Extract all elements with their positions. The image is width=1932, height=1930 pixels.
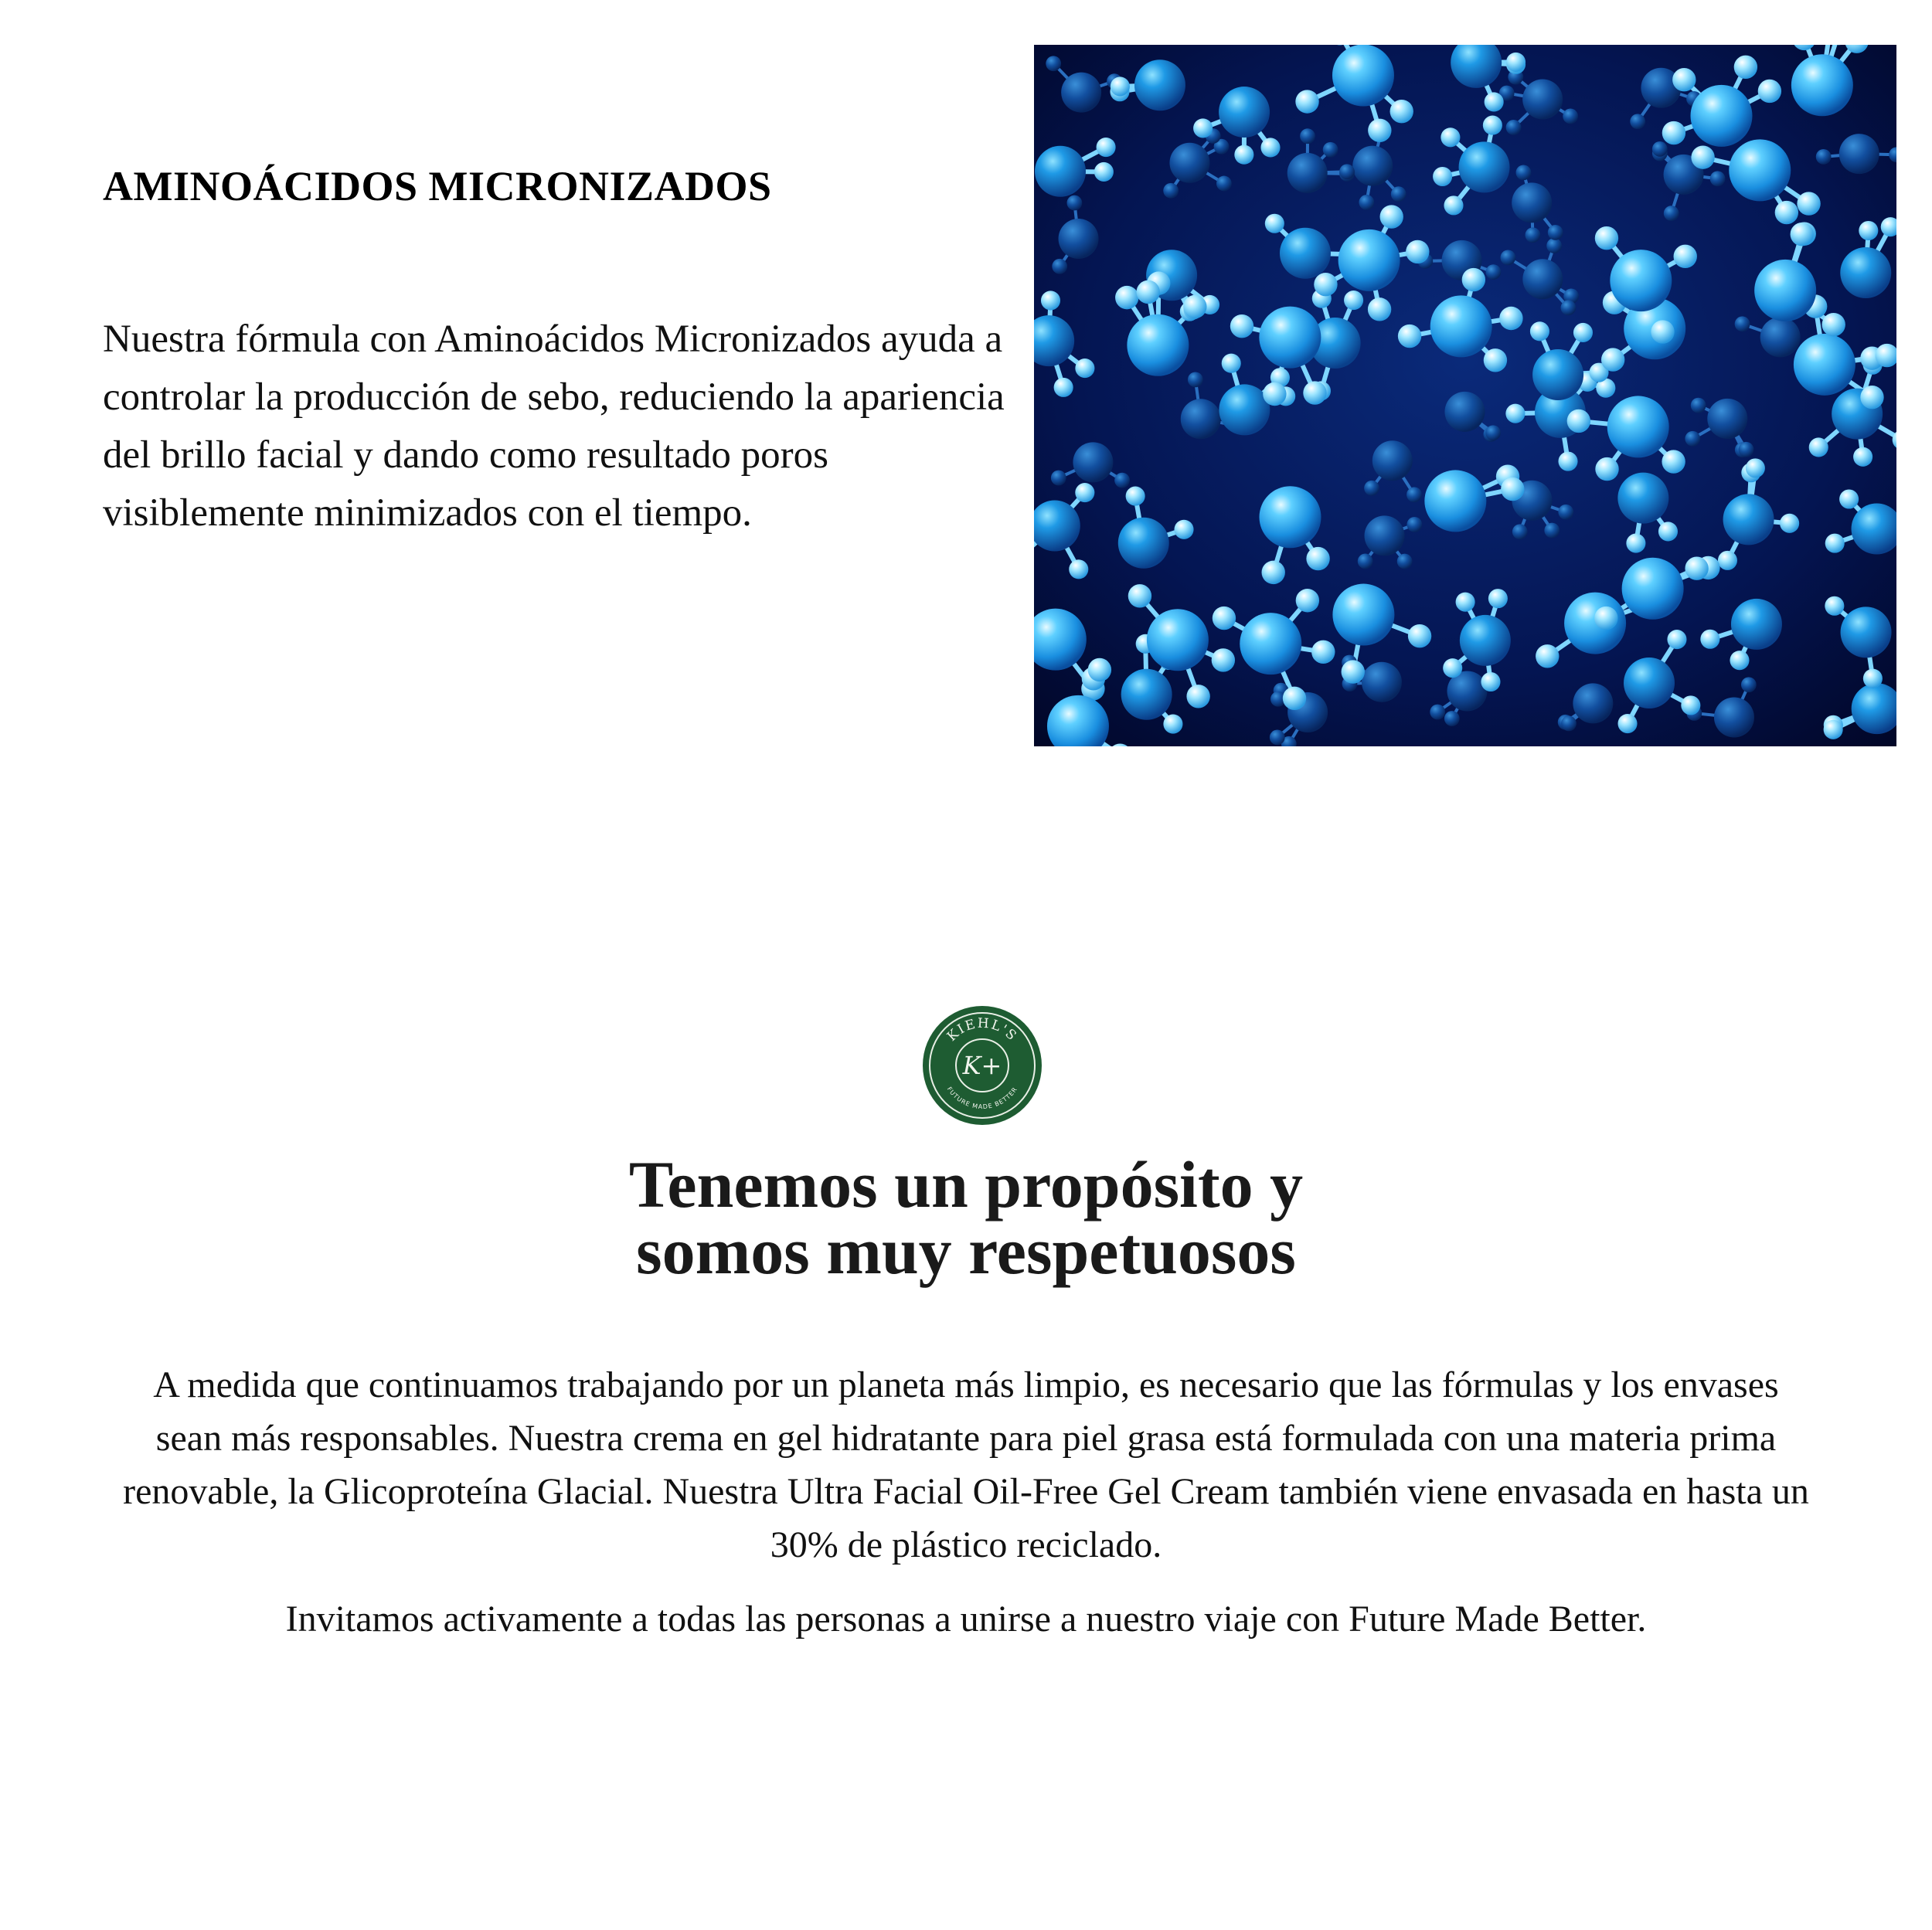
molecule-hydrogen-atom	[1674, 245, 1697, 268]
molecule-hydrogen-atom	[1430, 705, 1445, 720]
molecule-atom	[1338, 229, 1400, 291]
molecule-hydrogen-atom	[1681, 695, 1700, 715]
molecule-hydrogen-atom	[1456, 593, 1475, 612]
molecule-hydrogen-atom	[1163, 183, 1179, 199]
molecule-hydrogen-atom	[1344, 291, 1363, 310]
molecule-hydrogen-atom	[1263, 382, 1286, 406]
molecule-hydrogen-atom	[1339, 164, 1355, 179]
molecule-hydrogen-atom	[1791, 223, 1814, 246]
molecule-hydrogen-atom	[1398, 324, 1421, 348]
molecule-hydrogen-atom	[1626, 534, 1645, 553]
molecule-hydrogen-atom	[1505, 404, 1525, 423]
molecule-atom	[1430, 295, 1492, 357]
molecule-hydrogen-atom	[1054, 378, 1073, 397]
molecule-hydrogen-atom	[1485, 425, 1501, 440]
molecule-hydrogen-atom	[1863, 669, 1883, 688]
molecule-hydrogen-atom	[1501, 250, 1516, 265]
molecule-hydrogen-atom	[1536, 644, 1559, 668]
molecule-hydrogen-atom	[1406, 487, 1422, 502]
molecule-atom	[1259, 486, 1321, 548]
molecule-hydrogen-atom	[1213, 607, 1236, 630]
molecule-hydrogen-atom	[1283, 687, 1306, 710]
molecule-atom	[1714, 697, 1754, 737]
molecule-hydrogen-atom	[1685, 431, 1700, 447]
molecule-hydrogen-atom	[1563, 109, 1578, 124]
molecule-hydrogen-atom	[1839, 489, 1859, 508]
molecule-hydrogen-atom	[1735, 316, 1750, 331]
molecule-hydrogen-atom	[1824, 720, 1843, 739]
molecule-hydrogen-atom	[1397, 554, 1413, 569]
molecule-hydrogen-atom	[1444, 195, 1463, 215]
molecule-hydrogen-atom	[1041, 291, 1060, 310]
molecule-hydrogen-atom	[1380, 205, 1403, 228]
purpose-heading-line1: Tenemos un propósito y	[628, 1147, 1304, 1222]
molecule-atom	[1287, 153, 1328, 193]
molecule-atom	[1794, 334, 1855, 396]
molecule-hydrogen-atom	[1658, 522, 1678, 541]
molecule-hydrogen-atom	[1853, 447, 1872, 467]
molecule-hydrogen-atom	[1530, 321, 1549, 341]
molecule-hydrogen-atom	[1685, 557, 1708, 580]
molecule-hydrogen-atom	[1664, 206, 1679, 221]
molecule-atom	[1169, 143, 1209, 183]
molecule-hydrogen-atom	[1816, 149, 1832, 165]
molecule-hydrogen-atom	[1368, 297, 1391, 321]
molecule-hydrogen-atom	[1501, 477, 1524, 501]
molecule-hydrogen-atom	[1499, 307, 1522, 330]
molecule-hydrogen-atom	[1548, 225, 1563, 240]
molecule-hydrogen-atom	[1700, 630, 1719, 649]
molecule-hydrogen-atom	[1222, 354, 1241, 373]
molecule-atom	[1512, 182, 1552, 223]
molecule-hydrogen-atom	[1672, 68, 1696, 91]
molecule-hydrogen-atom	[1088, 658, 1111, 681]
molecule-hydrogen-atom	[1443, 658, 1462, 678]
molecule-hydrogen-atom	[1595, 226, 1618, 250]
molecule-hydrogen-atom	[1667, 630, 1686, 649]
molecule-hydrogen-atom	[1114, 473, 1130, 488]
molecule-hydrogen-atom	[1718, 551, 1737, 570]
molecule-atom	[1365, 515, 1405, 556]
molecule-hydrogen-atom	[1342, 660, 1365, 683]
molecule-atom	[1723, 494, 1774, 545]
molecule-hydrogen-atom	[1212, 648, 1235, 671]
purpose-invitation: Invitamos activamente a todas las personas a unirse a nuestro viaje con Future Made Better.	[285, 1599, 1647, 1639]
molecule-atom	[1059, 219, 1099, 259]
molecule-atom	[1610, 250, 1672, 311]
molecule-hydrogen-atom	[1115, 286, 1138, 309]
molecule-hydrogen-atom	[1406, 517, 1422, 532]
kiehls-seal-icon	[921, 1004, 1043, 1126]
molecule-hydrogen-atom	[1368, 119, 1391, 142]
molecule-atom	[1118, 518, 1169, 569]
molecule-hydrogen-atom	[1809, 437, 1828, 457]
molecule-hydrogen-atom	[1512, 524, 1528, 539]
molecule-hydrogen-atom	[1516, 165, 1532, 180]
molecule-atom	[1147, 609, 1209, 671]
molecule-hydrogen-atom	[1051, 471, 1066, 486]
molecule-hydrogen-atom	[1408, 624, 1431, 647]
purpose-heading	[0, 1147, 1932, 1288]
molecule-hydrogen-atom	[1075, 483, 1094, 502]
molecule-hydrogen-atom	[1739, 442, 1754, 457]
molecule-hydrogen-atom	[1617, 714, 1637, 733]
molecule-atom	[1522, 80, 1563, 120]
molecule-hydrogen-atom	[1561, 300, 1577, 315]
molecule-atom	[1073, 442, 1113, 482]
molecule-hydrogen-atom	[1314, 273, 1337, 296]
molecule-atom	[1424, 470, 1486, 532]
molecule-atom	[1362, 662, 1402, 702]
molecule-atom	[1617, 473, 1668, 524]
molecule-hydrogen-atom	[1270, 730, 1285, 746]
molecule-hydrogen-atom	[1359, 195, 1374, 210]
molecule-hydrogen-atom	[1561, 715, 1577, 731]
molecule-atom	[1791, 54, 1853, 116]
molecule-hydrogen-atom	[1481, 672, 1500, 691]
molecule-hydrogen-atom	[1136, 280, 1159, 304]
molecule-hydrogen-atom	[1183, 295, 1206, 318]
molecule-atom	[1841, 607, 1892, 657]
purpose-heading-line2: somos muy respetuosos	[636, 1214, 1296, 1288]
molecule-atom	[1372, 440, 1413, 481]
molecule-hydrogen-atom	[1546, 238, 1562, 253]
molecule-hydrogen-atom	[1780, 514, 1799, 533]
molecule-illustration	[1034, 45, 1896, 746]
molecule-hydrogen-atom	[1775, 201, 1798, 224]
molecule-atom	[1731, 599, 1782, 650]
molecule-hydrogen-atom	[1859, 221, 1878, 240]
molecule-hydrogen-atom	[1526, 227, 1541, 243]
molecule-hydrogen-atom	[1306, 547, 1329, 570]
molecule-hydrogen-atom	[1662, 450, 1685, 473]
molecule-hydrogen-atom	[1594, 607, 1617, 630]
molecule-hydrogen-atom	[1484, 348, 1507, 372]
molecule-hydrogen-atom	[1573, 323, 1593, 342]
molecule-hydrogen-atom	[1825, 534, 1845, 553]
molecule-atom	[1532, 349, 1583, 400]
molecule-atom	[1729, 139, 1791, 201]
molecule-hydrogen-atom	[1188, 372, 1203, 387]
molecule-atom	[1121, 669, 1172, 720]
molecule-hydrogen-atom	[1483, 116, 1502, 135]
molecule-hydrogen-atom	[1601, 348, 1624, 371]
molecule-hydrogen-atom	[1303, 381, 1326, 404]
molecule-hydrogen-atom	[1390, 100, 1413, 123]
molecule-atom	[1332, 45, 1394, 107]
molecule-hydrogen-atom	[1193, 118, 1213, 138]
molecule-hydrogen-atom	[1097, 138, 1116, 157]
molecule-hydrogen-atom	[1174, 520, 1193, 539]
molecule-atom	[1332, 584, 1394, 646]
molecule-hydrogen-atom	[1406, 240, 1429, 263]
molecule-atom	[1352, 146, 1393, 186]
molecule-hydrogen-atom	[1300, 128, 1315, 144]
molecule-hydrogen-atom	[1075, 358, 1094, 378]
molecule-atom	[1564, 593, 1626, 654]
molecule-hydrogen-atom	[1741, 677, 1757, 692]
molecule-hydrogen-atom	[1691, 398, 1706, 413]
molecule-atom	[1240, 613, 1301, 674]
molecule-atom	[1444, 392, 1485, 432]
molecule-hydrogen-atom	[1691, 145, 1714, 168]
molecule-atom	[1573, 683, 1613, 723]
molecule-atom	[1607, 396, 1669, 457]
molecule-hydrogen-atom	[1485, 92, 1504, 111]
molecule-hydrogen-atom	[1825, 596, 1844, 616]
molecule-hydrogen-atom	[1558, 452, 1577, 471]
molecule-hydrogen-atom	[1230, 314, 1253, 338]
molecule-hydrogen-atom	[1486, 264, 1502, 280]
molecule-hydrogen-atom	[1544, 523, 1560, 539]
molecule-atom	[1691, 85, 1753, 147]
molecule-hydrogen-atom	[1652, 141, 1668, 157]
molecule-atom	[1259, 307, 1321, 369]
molecule-hydrogen-atom	[1440, 127, 1460, 147]
molecule-hydrogen-atom	[1262, 561, 1285, 584]
molecule-hydrogen-atom	[1052, 259, 1067, 274]
molecule-hydrogen-atom	[1295, 90, 1318, 113]
molecule-hydrogen-atom	[1506, 120, 1522, 135]
molecule-hydrogen-atom	[1128, 584, 1151, 607]
molecule-hydrogen-atom	[1234, 145, 1253, 165]
molecule-hydrogen-atom	[1364, 481, 1379, 496]
ingredient-description: Nuestra fórmula con Aminoácidos Micronizados ayuda a controlar la producción de sebo, reduciendo la apariencia del brillo facial y dando como resultado poros visiblemente minimizados con el tiempo.	[103, 318, 1005, 535]
molecule-atom	[1622, 558, 1684, 620]
molecule-hydrogen-atom	[1069, 559, 1088, 579]
molecule-hydrogen-atom	[1822, 313, 1845, 336]
ingredient-heading: AMINOÁCIDOS MICRONIZADOS	[103, 163, 772, 209]
molecule-hydrogen-atom	[1506, 53, 1526, 72]
molecule-atom	[1035, 146, 1086, 197]
molecule-hydrogen-atom	[1296, 589, 1319, 612]
molecule-atom	[1280, 228, 1331, 279]
molecule-hydrogen-atom	[1358, 554, 1373, 569]
molecule-hydrogen-atom	[1323, 142, 1338, 158]
molecule-hydrogen-atom	[1444, 711, 1460, 726]
molecule-atom	[1624, 657, 1675, 708]
seal-monogram: K+	[962, 1051, 1002, 1080]
molecule-hydrogen-atom	[1260, 138, 1280, 157]
seal-text-bottom: FUTURE MADE BETTER	[945, 1086, 1019, 1111]
molecule-hydrogen-atom	[1126, 487, 1145, 506]
molecule-atom	[1760, 317, 1801, 357]
molecule-hydrogen-atom	[1710, 171, 1726, 186]
molecule-atom	[1460, 615, 1511, 666]
molecule-hydrogen-atom	[1662, 121, 1685, 144]
molecule-hydrogen-atom	[1558, 505, 1573, 520]
molecule-atom	[1134, 59, 1185, 110]
molecule-hydrogen-atom	[1567, 409, 1590, 433]
molecule-atom	[1219, 384, 1270, 435]
molecule-atom	[1459, 141, 1510, 192]
molecule-hydrogen-atom	[1734, 56, 1757, 79]
molecule-atom	[1219, 87, 1270, 138]
molecule-hydrogen-atom	[1758, 80, 1781, 103]
molecule-hydrogen-atom	[1311, 641, 1335, 664]
molecule-hydrogen-atom	[1216, 176, 1232, 192]
molecule-atom	[1127, 314, 1189, 376]
molecule-atom	[1839, 134, 1879, 174]
molecule-hydrogen-atom	[1067, 195, 1083, 211]
molecule-atom	[1840, 247, 1891, 298]
molecule-atom	[1754, 260, 1816, 321]
molecule-hydrogen-atom	[1797, 192, 1820, 215]
molecule-hydrogen-atom	[1730, 651, 1749, 670]
molecule-hydrogen-atom	[1488, 589, 1508, 608]
molecule-hydrogen-atom	[1111, 76, 1130, 96]
purpose-description: A medida que continuamos trabajando por un planeta más limpio, es necesario que las fórmulas y los envases sean más responsables. Nuestra crema en gel hidratante para piel grasa está formulada con una materia prima renovable, la Glicoproteína Glacial. Nuestra Ultra Facial Oil-Free Gel Cream también viene envasada en hasta un 30% de plástico reciclado.	[123, 1364, 1809, 1565]
seal-text-top: KIEHL'S	[944, 1015, 1021, 1045]
molecule-atom	[1181, 399, 1221, 439]
molecule-atom	[1061, 73, 1101, 113]
molecule-hydrogen-atom	[1746, 458, 1765, 477]
molecule-atom	[1707, 399, 1747, 439]
molecule-hydrogen-atom	[1860, 386, 1883, 409]
molecule-atom	[1522, 259, 1563, 299]
molecule-hydrogen-atom	[1094, 162, 1114, 182]
molecule-hydrogen-atom	[1046, 56, 1061, 71]
molecule-hydrogen-atom	[1391, 186, 1406, 202]
molecule-hydrogen-atom	[1433, 167, 1452, 186]
molecule-hydrogen-atom	[1265, 214, 1284, 233]
molecule-hydrogen-atom	[1651, 320, 1674, 343]
molecule-hydrogen-atom	[1630, 114, 1645, 129]
molecule-hydrogen-atom	[1163, 714, 1182, 733]
molecule-hydrogen-atom	[1462, 268, 1485, 291]
molecule-hydrogen-atom	[1595, 457, 1618, 481]
molecule-hydrogen-atom	[1186, 685, 1209, 708]
